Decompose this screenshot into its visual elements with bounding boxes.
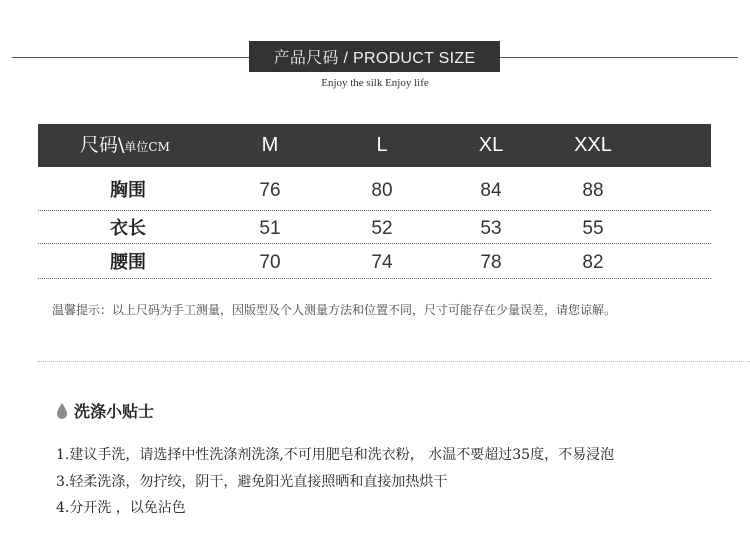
section-divider — [38, 361, 750, 362]
size-header-l: L — [376, 134, 388, 156]
care-tip-item: 4.分开洗 ，以免沾色 — [56, 500, 186, 516]
drop-icon — [56, 402, 68, 420]
table-cell: 51 — [259, 218, 281, 239]
table-cell: 76 — [259, 180, 281, 201]
table-cell: 80 — [371, 180, 393, 201]
size-header-label-unit: 单位CM — [124, 140, 170, 154]
care-tips-title — [56, 399, 154, 422]
care-tips-title-text: 洗涤小贴士 — [74, 402, 155, 421]
section-subtitle: Enjoy the silk Enjoy life — [321, 77, 429, 89]
row-label: 衣长 — [110, 218, 146, 239]
row-divider — [38, 278, 711, 279]
row-label: 胸围 — [110, 180, 146, 201]
row-divider — [38, 243, 711, 244]
table-cell: 55 — [582, 218, 604, 239]
table-cell: 84 — [480, 180, 502, 201]
size-header-m: M — [261, 134, 279, 156]
care-tip-item: 1.建议手洗，请选择中性洗涤剂洗涤,不可用肥皂和洗衣粉， 水温不要超过35度，不易浸泡 — [56, 447, 615, 463]
size-header-xl: XL — [478, 134, 504, 156]
table-row-chest — [38, 176, 711, 206]
size-table-header — [38, 124, 711, 167]
title-divider-left — [12, 57, 249, 58]
table-cell: 78 — [480, 252, 502, 273]
measurement-note: 温馨提示：以上尺码为手工测量，因版型及个人测量方法和位置不同，尺寸可能存在少量误差，请您谅解。 — [52, 303, 617, 317]
section-title: 产品尺码 / PRODUCT SIZE — [249, 41, 500, 72]
table-cell: 53 — [480, 218, 502, 239]
size-header-label — [80, 124, 210, 167]
row-divider — [38, 210, 711, 211]
table-cell: 52 — [371, 218, 393, 239]
care-tip-item: 3.轻柔洗涤，勿拧绞，阴干，避免阳光直接照晒和直接加热烘干 — [56, 474, 448, 490]
table-cell: 74 — [371, 252, 393, 273]
size-header-xxl: XXL — [574, 134, 612, 156]
table-row-length — [38, 214, 711, 244]
table-row-waist — [38, 248, 711, 278]
title-divider-right — [500, 57, 738, 58]
table-cell: 70 — [259, 252, 281, 273]
table-cell: 82 — [582, 252, 604, 273]
row-label: 腰围 — [110, 252, 146, 273]
table-cell: 88 — [582, 180, 604, 201]
size-header-label-main: 尺码\ — [80, 134, 125, 156]
